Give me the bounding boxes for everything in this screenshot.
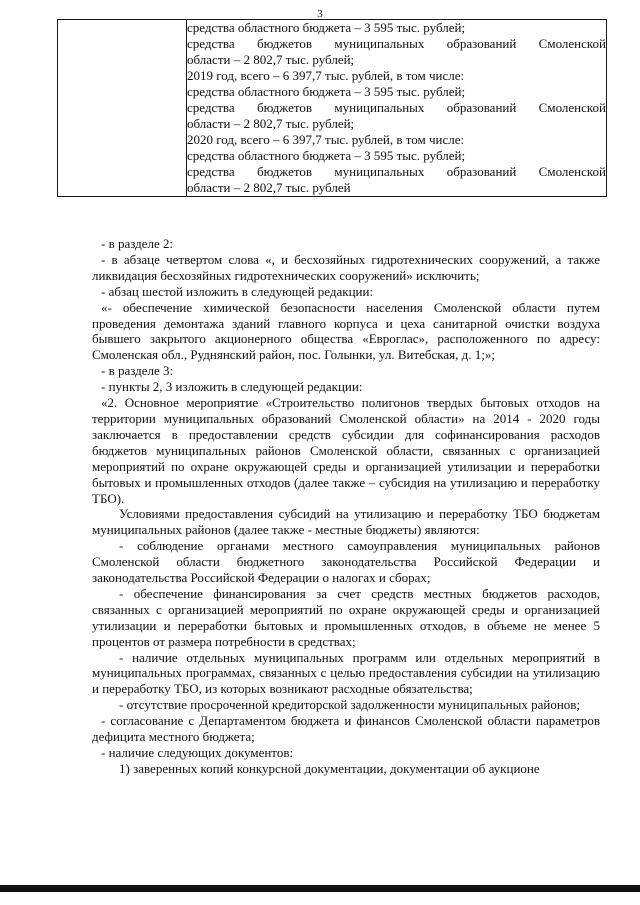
table-row: [58, 20, 607, 197]
paragraph: - в абзаце четвертом слова «, и бесхозяйных гидротехнических сооружений, а также ликвидация бесхозяйных гидротехнических сооружений» исключить;: [92, 251, 600, 283]
paragraph: - наличие отдельных муниципальных программ или отдельных мероприятий в муниципальных программах, связанных с целью предоставления субсидии на утилизацию и переработку ТБО, из которых возникают расходные обязательства;: [92, 649, 600, 697]
paragraph: - согласование с Департаментом бюджета и финансов Смоленской области параметров дефицита местного бюджета;: [92, 713, 600, 745]
table-line: средства областного бюджета – 3 595 тыс. рублей;: [187, 20, 466, 35]
table-line: 2020 год, всего – 6 397,7 тыс. рублей, в том числе:: [187, 132, 465, 147]
table-empty-cell: [58, 20, 187, 197]
page-number: 3: [317, 8, 323, 20]
paragraph: - отсутствие просроченной кредиторской задолженности муниципальных районов;: [119, 697, 581, 713]
table-content-cell: [187, 20, 607, 197]
table-line: области – 2 802,7 тыс. рублей: [187, 180, 351, 195]
paragraph: - пункты 2, 3 изложить в следующей редакции:: [101, 379, 363, 395]
table-line: 2019 год, всего – 6 397,7 тыс. рублей, в том числе:: [187, 68, 465, 83]
paragraph: - обеспечение финансирования за счет средств местных бюджетов расходов, связанных с организацией мероприятий по охране окружающей среды и организацией утилизации и переработки бытовых и промышленных отходов, в объеме не менее 5 процентов от размера потребности в средствах;: [92, 585, 600, 649]
paragraph: «- обеспечение химической безопасности населения Смоленской области путем проведения демонтажа зданий главного корпуса и цеха санитарной очистки воздуха бывшего закрытого акционерного общества «Евроглас», расположенного по адресу: Смоленская обл., Руднянский район, пос. Голынки, ул. Витебская, д. 1;»;: [92, 299, 600, 363]
table-line: средства областного бюджета – 3 595 тыс. рублей;: [187, 84, 466, 99]
paragraph: - наличие следующих документов:: [101, 745, 294, 760]
paragraph: «2. Основное мероприятие «Строительство полигонов твердых бытовых отходов на территории муниципальных образований Смоленской области» на 2014 - 2020 годы заключается в предоставлении средств субсидии для софинансирования расходов бюджетов муниципальных районов Смоленской области, связанных с организацией мероприятий по охране окружающей среды и организацией утилизации и переработки бытовых и промышленных отходов (далее также – субсидия на утилизацию и переработку ТБО).: [92, 395, 600, 506]
document-body: [92, 236, 600, 777]
paragraph: Условиями предоставления субсидий на утилизацию и переработку ТБО бюджетам муниципальных районов (далее также - местные бюджеты) являются:: [92, 506, 600, 538]
table-line: области – 2 802,7 тыс. рублей;: [187, 52, 355, 67]
table-line: области – 2 802,7 тыс. рублей;: [187, 116, 355, 131]
paragraph: - соблюдение органами местного самоуправления муниципальных районов Смоленской области бюджетного законодательства Российской Федерации и законодательства Российской Федерации о налогах и сборах;: [92, 538, 600, 586]
paragraph: - абзац шестой изложить в следующей редакции:: [101, 283, 374, 299]
table-line: средства областного бюджета – 3 595 тыс. рублей;: [187, 148, 466, 163]
table-line: средства бюджетов муниципальных образований Смоленской: [187, 36, 606, 51]
paragraph: - в разделе 2:: [101, 236, 174, 251]
table-line: средства бюджетов муниципальных образований Смоленской: [187, 164, 606, 179]
budget-table: [57, 19, 607, 197]
bottom-border-bar: [0, 885, 640, 892]
paragraph: - в разделе 3:: [101, 363, 174, 379]
paragraph: 1) заверенных копий конкурсной документации, документации об аукционе: [119, 760, 540, 776]
table-line: средства бюджетов муниципальных образований Смоленской: [187, 100, 606, 115]
